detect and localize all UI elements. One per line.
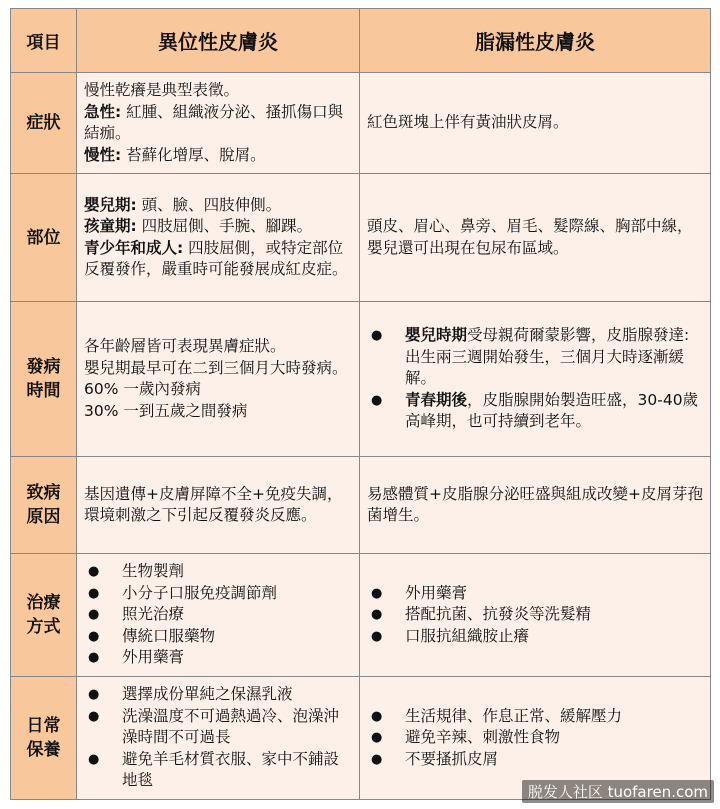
row-treatment bbox=[11, 554, 711, 677]
row-label: 日常 保養 bbox=[11, 677, 77, 800]
list-item: ● 搭配抗菌、抗發炎等洗髮精 bbox=[371, 605, 592, 624]
list-item: ● 口服抗組織胺止癢 bbox=[371, 626, 530, 645]
cell-seborrheic bbox=[360, 554, 711, 677]
row-symptom bbox=[11, 73, 711, 174]
row-label: 部位 bbox=[11, 174, 77, 302]
list-item: ● 嬰兒時期受母親荷爾蒙影響，皮脂腺發達: 出生兩三週開始發生，三個月大時逐漸緩解。 bbox=[371, 326, 690, 388]
list-item: ● 生物製劑 bbox=[88, 562, 185, 581]
header-atopic-dermatitis: 異位性皮膚炎 bbox=[77, 9, 360, 73]
row-label: 致病 原因 bbox=[11, 457, 77, 554]
header-row bbox=[11, 9, 711, 73]
list-item: ● 避免辛辣、刺激性食物 bbox=[371, 728, 561, 747]
row-onset bbox=[11, 302, 711, 457]
list-item: ● 選擇成份單純之保濕乳液 bbox=[88, 685, 293, 704]
row-label: 治療 方式 bbox=[11, 554, 77, 677]
list-item: ● 外用藥膏 bbox=[371, 583, 468, 602]
cell-atopic: 嬰兒期: 頭、臉、四肢伸側。 孩童期: 四肢屈側、手腕、腳踝。 青少年和成人: 四肢屈側，或特定部位反覆發作，嚴重時可能發展成紅皮症。 bbox=[77, 174, 360, 302]
list-item: ● 避免羊毛材質衣服、家中不鋪設地毯 bbox=[88, 749, 340, 790]
cell-atopic: 基因遺傳+皮膚屏障不全+免疫失調，環境刺激之下引起反覆發炎反應。 bbox=[77, 457, 360, 554]
row-label: 發病 時間 bbox=[11, 302, 77, 457]
list-item: ● 青春期後，皮脂腺開始製造旺盛，30-40歲高峰期，也可持續到老年。 bbox=[371, 390, 699, 431]
row-label: 症狀 bbox=[11, 73, 77, 174]
cell-seborrheic: 易感體質+皮脂腺分泌旺盛與組成改變+皮屑芽孢菌增生。 bbox=[360, 457, 711, 554]
cell-atopic bbox=[77, 554, 360, 677]
list-item: ● 外用藥膏 bbox=[88, 648, 185, 667]
header-item: 項目 bbox=[11, 9, 77, 73]
list-item: ● 洗澡溫度不可過熱過冷、泡澡沖澡時間不可過長 bbox=[88, 706, 340, 747]
list-item: ● 不要搔抓皮屑 bbox=[371, 749, 499, 768]
cell-atopic: 各年齡層皆可表現異膚症狀。 嬰兒期最早可在二到三個月大時發病。 60% 一歲內發病 30% 一到五歲之間發病 bbox=[77, 302, 360, 457]
row-site bbox=[11, 174, 711, 302]
list-item: ● 照光治療 bbox=[88, 605, 185, 624]
header-seborrheic-dermatitis: 脂漏性皮膚炎 bbox=[360, 9, 711, 73]
cell-atopic: 慢性乾癢是典型表徵。 急性: 紅腫、組織液分泌、搔抓傷口與結痂。 慢性: 苔蘚化增厚、脫屑。 bbox=[77, 73, 360, 174]
list-item: ● 生活規律、作息正常、緩解壓力 bbox=[371, 706, 623, 725]
cell-seborrheic: 頭皮、眉心、鼻旁、眉毛、髮際線、胸部中線，嬰兒還可出現在包尿布區域。 bbox=[360, 174, 711, 302]
watermark: 脱发人社区 tuofaren.com bbox=[522, 780, 714, 803]
cell-seborrheic bbox=[360, 302, 711, 457]
row-cause bbox=[11, 457, 711, 554]
comparison-table bbox=[10, 8, 711, 800]
cell-seborrheic: 紅色斑塊上伴有黃油狀皮屑。 bbox=[360, 73, 711, 174]
list-item: ● 傳統口服藥物 bbox=[88, 626, 216, 645]
list-item: ● 小分子口服免疫調節劑 bbox=[88, 583, 278, 602]
cell-atopic bbox=[77, 677, 360, 800]
